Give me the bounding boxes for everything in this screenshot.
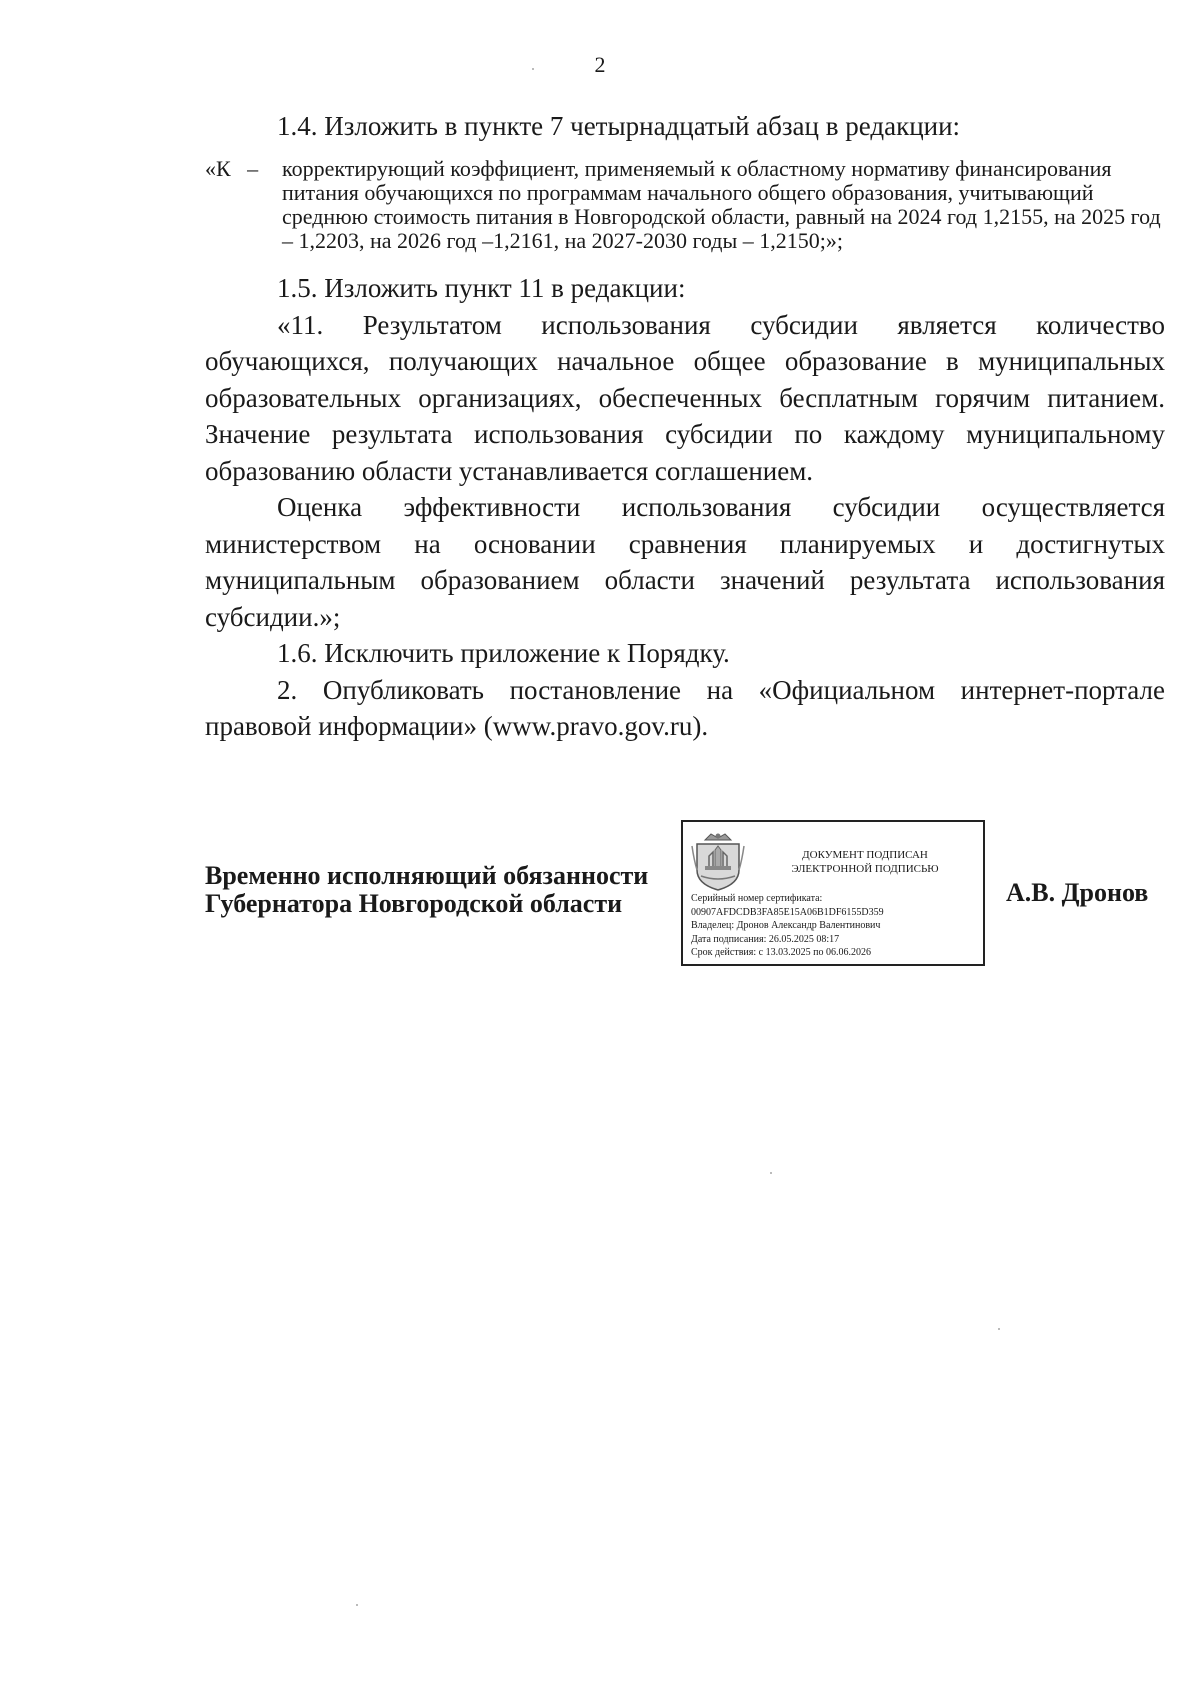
- signing-date: Дата подписания: 26.05.2025 08:17: [691, 933, 840, 945]
- coat-of-arms-icon: [691, 830, 745, 892]
- certificate-owner: Владелец: Дронов Александр Валентинович: [691, 920, 881, 931]
- main-text-block: [205, 270, 1165, 745]
- stamp-header-line-1: ДОКУМЕНТ ПОДПИСАН: [802, 849, 928, 861]
- stamp-header: [747, 848, 983, 876]
- serial-value: 00907AFDCDB3FA85E15A06B1DF6155D359: [691, 906, 884, 918]
- signatory-position: [205, 862, 648, 918]
- scan-speck: [356, 1604, 358, 1606]
- paragraph-1-4: 1.4. Изложить в пункте 7 четырнадцатый абзац в редакции:: [277, 111, 961, 141]
- formula-text: корректирующий коэффициент, применяемый к областному нормативу финансирования питания обучающихся по программам начального общего образования, учитывающий среднюю стоимость питания в Новгородской области, равный на 2024 год 1,2155, на 2025 год – 1,2203, на 2026 год –1,2161, на 2027-2030 годы – 1,2150;»;: [282, 156, 1161, 253]
- position-line-2: Губернатора Новгородской области: [205, 889, 623, 918]
- scan-speck: [998, 1328, 1000, 1330]
- paragraph-2: 2. Опубликовать постановление на «Официальном интернет-портале правовой информации» (www.pravo.gov.ru).: [205, 674, 1165, 741]
- scan-speck: [770, 1172, 772, 1174]
- validity-period: Срок действия: с 13.03.2025 по 06.06.2026: [691, 947, 871, 958]
- signer-name: А.В. Дронов: [1006, 878, 1149, 907]
- formula-symbol: «К –: [205, 156, 259, 181]
- scan-speck: [532, 68, 534, 70]
- electronic-signature-stamp: [681, 820, 985, 966]
- position-line-1: Временно исполняющий обязанности: [205, 861, 649, 890]
- paragraph-evaluation: Оценка эффективности использования субсидии осуществляется министерством на основании сравнения планируемых и достигнутых муниципальным образованием области значений результата использования субсидии.»;: [205, 492, 1165, 632]
- stamp-details: [691, 892, 884, 960]
- formula-definition: [205, 157, 1165, 253]
- paragraph-11: «11. Результатом использования субсидии является количество обучающихся, получающих начальное общее образование в муниципальных образовательных организациях, обеспеченных бесплатным горячим питанием. Значение результата использования субсидии по каждому муниципальному образованию области устанавливается соглашением.: [205, 309, 1165, 486]
- stamp-header-line-2: ЭЛЕКТРОННОЙ ПОДПИСЬЮ: [791, 863, 939, 875]
- page-number: 2: [594, 52, 606, 77]
- paragraph-1-5: 1.5. Изложить пункт 11 в редакции:: [277, 273, 686, 303]
- serial-label: Серийный номер сертификата:: [691, 893, 823, 904]
- paragraph-1-6: 1.6. Исключить приложение к Порядку.: [277, 638, 730, 668]
